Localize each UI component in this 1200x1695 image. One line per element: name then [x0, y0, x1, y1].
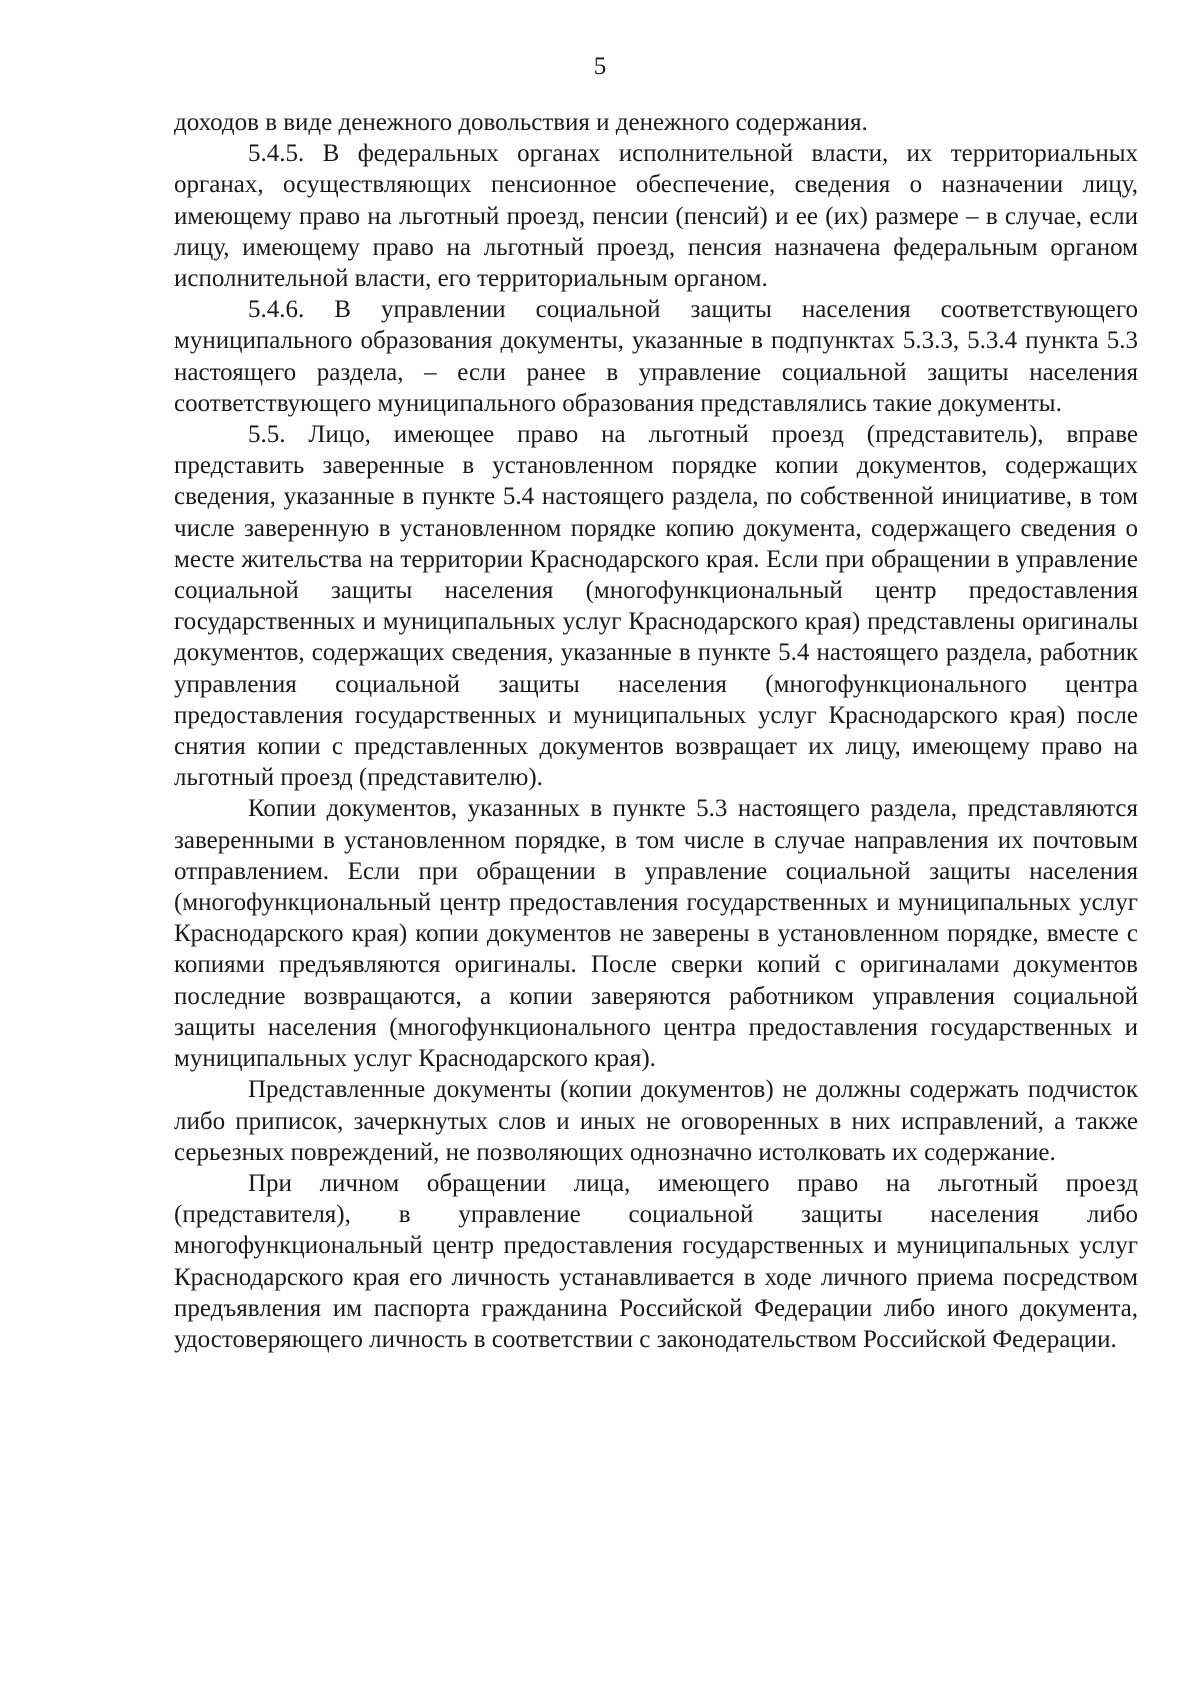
- paragraph-5-4-6: 5.4.6. В управлении социальной защиты населения соответствующего муниципального образования документы, указанные в подпунктах 5.3.3, 5.3.4 пункта 5.3 настоящего раздела, – если ранее в управление социальной защиты населения соответствующего муниципального образования представлялись такие документы.: [174, 296, 1138, 417]
- paragraph-copies: Копии документов, указанных в пункте 5.3 настоящего раздела, представляются заверенными в установленном порядке, в том числе в случае направления их почтовым отправлением. Если при обращении в управление социальной защиты населения (многофункциональный центр предоставления государственных и муниципальных услуг Краснодарского края) копии документов не заверены в установленном порядке, вместе с копиями предъявляются оригиналы. После сверки копий с оригиналами документов последние возвращаются, а копии заверяются работником управления социальной защиты населения (многофункционального центра предоставления государственных и муниципальных услуг Краснодарского края).: [174, 795, 1138, 1073]
- document-body: [174, 107, 1138, 1355]
- paragraph-identity: При личном обращении лица, имеющего право на льготный проезд (представителя), в управление социальной защиты населения либо многофункциональный центр предоставления государственных и муниципальных услуг Краснодарского края его личность устанавливается в ходе личного приема посредством предъявления им паспорта гражданина Российской Федерации либо иного документа, удостоверяющего личность в соответствии с законодательством Российской Федерации.: [174, 1169, 1138, 1353]
- paragraph-continuation: доходов в виде денежного довольствия и денежного содержания.: [174, 109, 868, 136]
- paragraph-5-5: 5.5. Лицо, имеющее право на льготный проезд (представитель), вправе представить заверенные в установленном порядке копии документов, содержащих сведения, указанные в пункте 5.4 настоящего раздела, по собственной инициативе, в том числе заверенную в установленном порядке копию документа, содержащего сведения о месте жительства на территории Краснодарского края. Если при обращении в управление социальной защиты населения (многофункциональный центр предоставления государственных и муниципальных услуг Краснодарского края) представлены оригиналы документов, содержащих сведения, указанные в пункте 5.4 настоящего раздела, работник управления социальной защиты населения (многофункционального центра предоставления государственных и муниципальных услуг Краснодарского края) после снятия копии с представленных документов возвращает их лицу, имеющему право на льготный проезд (представителю).: [174, 421, 1138, 792]
- paragraph-5-4-5: 5.4.5. В федеральных органах исполнительной власти, их территориальных органах, осуществляющих пенсионное обеспечение, сведения о назначении лицу, имеющему право на льготный проезд, пенсии (пенсий) и ее (их) размере – в случае, если лицу, имеющему право на льготный проезд, пенсия назначена федеральным органом исполнительной власти, его территориальным органом.: [174, 140, 1138, 293]
- page-number: 5: [593, 53, 607, 80]
- paragraph-requirements: Представленные документы (копии документов) не должны содержать подчисток либо приписок, зачеркнутых слов и иных не оговоренных в них исправлений, а также серьезных повреждений, не позволяющих однозначно истолковать их содержание.: [174, 1076, 1138, 1166]
